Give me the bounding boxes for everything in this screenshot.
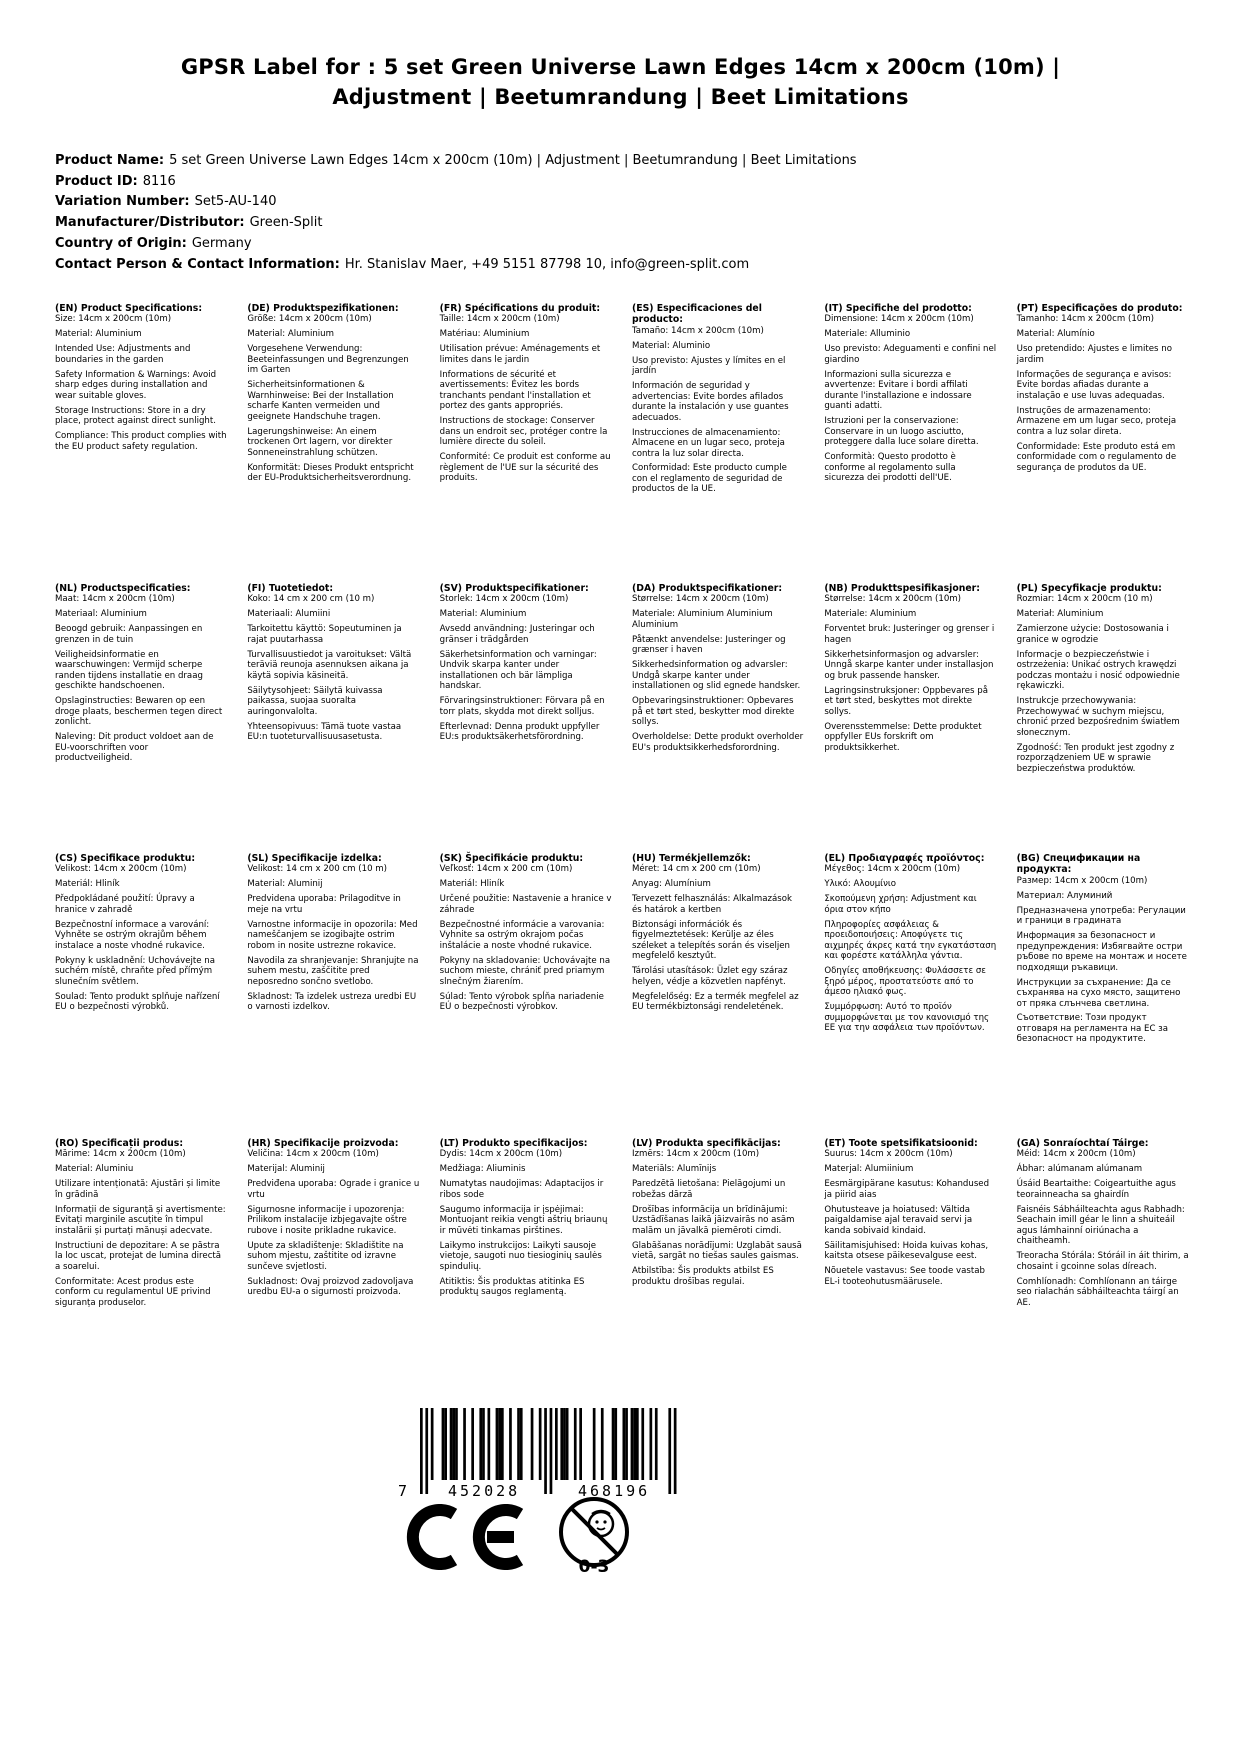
spec-paragraph: Vorgesehene Verwendung: Beeteinfassungen und Begrenzungen im Garten: [247, 344, 409, 376]
spec-paragraph: Instructiuni de depozitare: A se păstra la loc uscat, protejat de lumina directă a soarelui.: [55, 1240, 222, 1272]
spec-paragraph: Určené použitie: Nastavenie a hranice v záhrade: [439, 894, 612, 915]
info-row-product-name: [55, 151, 1241, 172]
spec-paragraph: Utilizare intenționată: Ajustări și limite în grădină: [55, 1179, 221, 1200]
language-section-heading: (FI) Tuotetiedot:: [247, 583, 334, 594]
spec-paragraph: Předpokládané použití: Úpravy a hranice v zahradě: [55, 894, 195, 915]
spec-paragraph: Saugumo informacija ir įspėjimai: Montuojant reikia vengti aštrių briaunų ir mūvėti tinkamas pirštines.: [439, 1204, 608, 1236]
language-section-heading: (LT) Produkto specifikacijos:: [439, 1138, 588, 1149]
spec-paragraph: Pokyny k uskladnění: Uchovávejte na suchém místě, chraňte před přímým slunečním světlem.: [55, 955, 215, 987]
svg-text:0-3: 0-3: [578, 1557, 610, 1577]
spec-paragraph: Turvallisuustiedot ja varoitukset: Vältä teräviä reunoja asennuksen aikana ja käytä sopivia käsineitä.: [247, 649, 412, 681]
spec-paragraph: Megfelelőség: Ez a termék megfelel az EU termékbiztonsági rendeletének.: [631, 991, 799, 1013]
info-value: Hr. Stanislav Maer, +49 5151 87798 10, info@green-split.com: [344, 256, 750, 272]
spec-paragraph: Informações de segurança e avisos: Evite bordas afiadas durante a instalação e use luvas adequadas.: [1016, 369, 1172, 401]
spec-paragraph: Faisnéis Sábháilteachta agus Rabhadh: Seachain imill géar le linn a shuiteáil agus lámhainní oiriúnacha a chaitheamh.: [1016, 1204, 1185, 1247]
spec-paragraph: Maat: 14cm x 200cm (10m): [55, 594, 175, 605]
language-section: [440, 1138, 616, 1313]
spec-paragraph: Sigurnosne informacije i upozorenja: Prilikom instalacije izbjegavajte oštre rubove i nosite prikladne rukavice.: [247, 1204, 407, 1236]
spec-paragraph: Taille: 14cm x 200cm (10m): [439, 314, 560, 325]
spec-paragraph: Izmērs: 14cm x 200cm (10m): [631, 1149, 760, 1160]
spec-paragraph: Bezpečnostní informace a varování: Vyhněte se ostrým okrajům během instalace a noste vhodné rukavice.: [55, 919, 210, 951]
language-section-heading: (LV) Produkta specifikācijas:: [631, 1138, 781, 1149]
barcode-lead-digit: 7: [398, 1482, 408, 1500]
spec-paragraph: Материал: Алуминий: [1016, 890, 1113, 901]
spec-paragraph: Conformidad: Este producto cumple con el reglamento de seguridad de productos de la UE.: [631, 463, 787, 495]
spec-paragraph: Tervezett felhasználás: Alkalmazások és határok a kertben: [631, 894, 792, 915]
spec-paragraph: Ohutusteave ja hoiatused: Vältida paigaldamise ajal teravaid servi ja kanda sobivaid kindaid.: [824, 1204, 973, 1236]
language-section: [824, 583, 1000, 853]
spec-paragraph: Overensstemmelse: Dette produktet oppfyller EUs forskrift om produktsikkerhet.: [824, 721, 982, 753]
spec-paragraph: Predviđena uporaba: Ograde i granice u vrtu: [247, 1179, 420, 1200]
spec-paragraph: Instructions de stockage: Conserver dans un endroit sec, protéger contre la lumière directe du soleil.: [439, 416, 608, 448]
spec-paragraph: Istruzioni per la conservazione: Conservare in un luogo asciutto, proteggere dalla luce solare diretta.: [824, 416, 979, 448]
spec-paragraph: Sicherheitsinformationen & Warnhinweise: Bei der Installation scharfe Kanten vermeiden und geeignete Handschuhe tragen.: [247, 380, 394, 422]
language-section: [55, 583, 231, 853]
language-section: [440, 303, 616, 583]
spec-paragraph: Atitiktis: Šis produktas atitinka ES produktų saugos reglamentą.: [439, 1276, 585, 1298]
language-section-heading: (SK) Špecifikácie produktu:: [439, 853, 584, 864]
info-value: 8116: [142, 173, 176, 189]
spec-paragraph: Veiligheidsinformatie en waarschuwingen: Vermijd scherpe randen tijdens installatie en draag geschikte handschoenen.: [55, 649, 203, 692]
spec-paragraph: Velikost: 14cm x 200cm (10m): [55, 864, 187, 875]
spec-paragraph: Material: Aluminium: [55, 329, 142, 340]
spec-paragraph: Méid: 14cm x 200cm (10m): [1016, 1149, 1136, 1160]
spec-paragraph: Tárolási utasítások: Üzlet egy száraz helyen, védje a közvetlen napfényt.: [631, 966, 788, 987]
language-section: [1017, 303, 1193, 583]
ean-barcode: [396, 1408, 696, 1504]
info-label: Contact Person & Contact Information:: [55, 256, 340, 272]
ce-mark-icon: [402, 1504, 530, 1574]
spec-paragraph: Atbilstība: Šis produkts atbilst ES produktu drošības regulai.: [631, 1266, 774, 1287]
spec-paragraph: Säkerhetsinformation och varningar: Undvik skarpa kanter under installationen och bär lämpliga handskar.: [439, 649, 597, 692]
spec-paragraph: Yhteensopivuus: Tämä tuote vastaa EU:n tuoteturvallisuusasetusta.: [247, 721, 402, 743]
spec-paragraph: Υλικό: Αλουμίνιο: [824, 879, 897, 890]
spec-paragraph: Utilisation prévue: Aménagements et limites dans le jardin: [439, 344, 601, 365]
spec-paragraph: Größe: 14cm x 200cm (10m): [247, 314, 372, 325]
language-section: [632, 583, 808, 853]
spec-paragraph: Instruções de armazenamento: Armazene em um lugar seco, proteja contra a luz solar direta.: [1016, 405, 1177, 437]
info-row-country-of-origin: [55, 234, 1241, 255]
spec-paragraph: Comhlíonadh: Comhlíonann an táirge seo rialachán sábháilteachta táirgí an AE.: [1016, 1276, 1179, 1308]
spec-paragraph: Säilitamisjuhised: Hoida kuivas kohas, kaitsta otsese päikesevalguse eest.: [824, 1240, 989, 1262]
spec-paragraph: Информация за безопасност и предупреждения: Избягвайте остри ръбове по време на монтаж и носете подходящи ръкавици.: [1016, 931, 1187, 973]
language-section-heading: (DE) Produktspezifikationen:: [247, 303, 399, 314]
language-section: [632, 1138, 808, 1313]
language-section-heading: (FR) Spécifications du produit:: [439, 303, 601, 314]
spec-paragraph: Conformité: Ce produit est conforme au règlement de l'UE sur la sécurité des produits.: [439, 452, 611, 484]
spec-paragraph: Beoogd gebruik: Aanpassingen en grenzen in de tuin: [55, 624, 203, 645]
spec-paragraph: Numatytas naudojimas: Adaptacijos ir ribos sode: [439, 1179, 604, 1200]
spec-paragraph: Dimensione: 14cm x 200cm (10m): [824, 314, 974, 325]
spec-paragraph: Lagerungshinweise: An einem trockenen Ort lagern, vor direkter Sonneneinstrahlung schützen.: [247, 426, 393, 458]
spec-paragraph: Koko: 14 cm x 200 cm (10 m): [247, 594, 375, 605]
barcode-right-group: 468196: [578, 1482, 651, 1500]
spec-paragraph: Förvaringsinstruktioner: Förvara på en torr plats, skydda mot direkt solljus.: [439, 696, 605, 717]
language-section: [55, 1138, 231, 1313]
spec-paragraph: Súlad: Tento výrobok spĺňa nariadenie EÚ o bezpečnosti výrobkov.: [439, 991, 604, 1013]
spec-paragraph: Skladnost: Ta izdelek ustreza uredbi EU o varnosti izdelkov.: [247, 991, 417, 1013]
language-section-heading: (ET) Toote spetsifikatsioonid:: [824, 1138, 978, 1149]
spec-paragraph: Intended Use: Adjustments and boundaries in the garden: [55, 344, 191, 365]
language-section-heading: (IT) Specifiche del prodotto:: [824, 303, 972, 314]
spec-paragraph: Dydis: 14cm x 200cm (10m): [439, 1149, 563, 1160]
spec-paragraph: Съответствие: Този продукт отговаря на регламента на ЕС за безопасност на продуктите.: [1016, 1013, 1169, 1045]
spec-paragraph: Overholdelse: Dette produkt overholder EU's produktsikkerhedsforordning.: [631, 732, 804, 753]
spec-paragraph: Lagringsinstruksjoner: Oppbevares på et tørt sted, beskyttes mot direkte sollys.: [824, 685, 988, 717]
language-section-heading: (DA) Produktspecifikationer:: [631, 583, 783, 594]
language-section: [247, 1138, 423, 1313]
spec-paragraph: Velikost: 14 cm x 200 cm (10 m): [247, 864, 388, 875]
spec-paragraph: Conformidade: Este produto está em conformidade com o regulamento de segurança de produtos da UE.: [1016, 441, 1177, 473]
spec-paragraph: Compliance: This product complies with the EU product safety regulation.: [55, 431, 227, 452]
spec-paragraph: Material: Aluminio: [631, 340, 711, 351]
language-section: [247, 583, 423, 853]
spec-paragraph: Storage Instructions: Store in a dry place, protect against direct sunlight.: [55, 405, 216, 427]
language-section: [1017, 1138, 1193, 1313]
spec-paragraph: Naleving: Dit product voldoet aan de EU-voorschriften voor productveiligheid.: [55, 732, 214, 764]
language-section-heading: (BG) Спецификации на продукта:: [1016, 853, 1141, 876]
info-label: Product Name:: [55, 152, 165, 168]
language-section-heading: (CS) Specifikace produktu:: [55, 853, 196, 864]
spec-paragraph: Pokyny na skladovanie: Uchovávajte na suchom mieste, chrániť pred priamym slnečným žiarením.: [439, 955, 611, 987]
spec-paragraph: Conformità: Questo prodotto è conforme al regolamento sulla sicurezza dei prodotti dell'UE.: [824, 452, 956, 484]
spec-paragraph: Materiaali: Alumiini: [247, 609, 331, 620]
spec-paragraph: Avsedd användning: Justeringar och gränser i trädgården: [439, 624, 595, 645]
info-row-manufacturer: [55, 213, 1241, 234]
info-label: Country of Origin:: [55, 236, 187, 252]
spec-paragraph: Material: Aluminium: [439, 609, 527, 620]
info-label: Manufacturer/Distributor:: [55, 215, 245, 231]
spec-paragraph: Materiāls: Alumīnijs: [631, 1164, 717, 1175]
language-section-heading: (SL) Specifikacije izdelka:: [247, 853, 382, 864]
spec-paragraph: Uso previsto: Ajustes y límites en el jardín: [631, 355, 786, 377]
language-section: [247, 853, 423, 1138]
spec-paragraph: Opslaginstructies: Bewaren op een droge plaats, beschermen tegen direct zonlicht.: [55, 696, 223, 728]
language-section: [440, 853, 616, 1138]
spec-paragraph: Veľkosť: 14cm x 200 cm (10m): [439, 864, 573, 875]
language-sections-grid: [55, 303, 1193, 1313]
language-section: [824, 1138, 1000, 1313]
spec-paragraph: Materiał: Aluminium: [1016, 609, 1104, 620]
spec-paragraph: Úsáid Beartaithe: Coigeartuithe agus teorainneacha sa ghairdín: [1016, 1179, 1176, 1200]
spec-paragraph: Предназначена употреба: Регулации и граници в градината: [1016, 905, 1186, 927]
info-value: Germany: [191, 236, 252, 252]
language-section: [632, 303, 808, 583]
spec-paragraph: Material: Aluminij: [247, 879, 323, 890]
spec-paragraph: Mărime: 14cm x 200cm (10m): [55, 1149, 186, 1160]
language-section-heading: (HU) Termékjellemzők:: [631, 853, 751, 864]
spec-paragraph: Materiál: Hliník: [55, 879, 120, 890]
spec-paragraph: Materiale: Aluminium: [824, 609, 917, 620]
spec-paragraph: Biztonsági információk és figyelmeztetések: Kerülje az éles széleket a telepítés során és viseljen megfelelő kesztyűt.: [631, 919, 790, 962]
language-section-heading: (PT) Especificações do produto:: [1016, 303, 1183, 314]
spec-paragraph: Material: Alumínio: [1016, 329, 1095, 340]
spec-paragraph: Πληροφορίες ασφάλειας & προειδοποιήσεις: Αποφύγετε τις αιχμηρές άκρες κατά την εγκατάσταση και φορέστε κατάλληλα γάντια.: [824, 919, 997, 962]
language-section: [824, 303, 1000, 583]
spec-paragraph: Efterlevnad: Denna produkt uppfyller EU:s produktsäkerhetsförordning.: [439, 721, 600, 743]
spec-paragraph: Zgodność: Ten produkt jest zgodny z rozporządzeniem UE w sprawie bezpieczeństwa produktów.: [1016, 742, 1175, 774]
spec-paragraph: Materiál: Hliník: [439, 879, 505, 890]
spec-paragraph: Size: 14cm x 200cm (10m): [55, 314, 172, 325]
spec-paragraph: Material: Aluminium: [247, 329, 334, 340]
spec-paragraph: Eesmärgipärane kasutus: Kohandused ja piirid aias: [824, 1179, 990, 1200]
spec-paragraph: Størrelse: 14cm x 200cm (10m): [631, 594, 769, 605]
spec-paragraph: Ábhar: alúmanam alúmanam: [1016, 1164, 1143, 1175]
spec-paragraph: Materiale: Aluminium Aluminium Aluminium: [631, 609, 773, 630]
spec-paragraph: Informazioni sulla sicurezza e avvertenze: Evitare i bordi affilati durante l'installazione e indossare guanti adatti.: [824, 369, 972, 412]
spec-paragraph: Påtænkt anvendelse: Justeringer og grænser i haven: [631, 634, 786, 656]
spec-paragraph: Размер: 14cm x 200cm (10m): [1016, 875, 1148, 886]
language-section: [55, 303, 231, 583]
spec-paragraph: Upute za skladištenje: Skladištite na suhom mjestu, zaštitite od izravne sunčeve svjetlosti.: [247, 1240, 404, 1272]
spec-paragraph: Инструкции за съхранение: Да се съхранява на сухо място, защитено от пряка слънчева светлина.: [1016, 977, 1181, 1009]
spec-paragraph: Μέγεθος: 14cm x 200cm (10m): [824, 864, 961, 875]
spec-paragraph: Tamanho: 14cm x 200cm (10m): [1016, 314, 1154, 325]
language-section-heading: (PL) Specyfikacje produktu:: [1016, 583, 1162, 594]
product-info-block: [55, 151, 1241, 276]
spec-paragraph: Säilytysohjeet: Säilytä kuivassa paikassa, suojaa suoralta auringonvalolta.: [247, 685, 383, 717]
spec-paragraph: Σκοπούμενη χρήση: Adjustment και όρια στον κήπο: [824, 894, 977, 915]
spec-paragraph: Nõuetele vastavus: See toode vastab EL-i tooteohutusmäärusele.: [824, 1266, 985, 1287]
info-value: 5 set Green Universe Lawn Edges 14cm x 200cm (10m) | Adjustment | Beetumrandung | Beet Limitations: [169, 152, 857, 168]
info-value: Set5-AU-140: [194, 194, 277, 210]
spec-paragraph: Tamaño: 14cm x 200cm (10m): [631, 325, 764, 336]
spec-paragraph: Materjal: Alumiinium: [824, 1164, 914, 1175]
spec-paragraph: Instrucciones de almacenamiento: Almacene en un lugar seco, proteja contra la luz solar directa.: [631, 427, 785, 459]
spec-paragraph: Instrukcje przechowywania: Przechowywać w suchym miejscu, chronić przed bezpośrednim światłem słonecznym.: [1016, 696, 1180, 738]
spec-paragraph: Material: Aluminiu: [55, 1164, 134, 1175]
spec-paragraph: Zamierzone użycie: Dostosowania i granice w ogrodzie: [1016, 624, 1169, 645]
language-section: [1017, 583, 1193, 853]
info-row-contact: [55, 255, 1241, 276]
spec-paragraph: Rozmiar: 14cm x 200cm (10 m): [1016, 594, 1153, 605]
language-section-heading: (GA) Sonraíochtaí Táirge:: [1016, 1138, 1149, 1149]
info-label: Product ID:: [55, 173, 138, 189]
page-title: GPSR Label for : 5 set Green Universe Lawn Edges 14cm x 200cm (10m) | Adjustment | Beetumrandung | Beet Limitations: [180, 55, 1061, 110]
info-label: Variation Number:: [55, 194, 190, 210]
language-section-heading: (EL) Προδιαγραφές προϊόντος:: [824, 853, 985, 864]
spec-paragraph: Sikkerhedsinformation og advarsler: Undgå skarpe kanter under installationen og slid egnede handsker.: [631, 660, 801, 692]
language-section-heading: (NB) Produkttspesifikasjoner:: [824, 583, 980, 594]
spec-paragraph: Uso pretendido: Ajustes e limites no jardim: [1016, 344, 1172, 365]
language-section: [247, 303, 423, 583]
spec-paragraph: Matériau: Aluminium: [439, 329, 530, 340]
spec-paragraph: Predvidena uporaba: Prilagoditve in meje na vrtu: [247, 894, 401, 915]
info-value: Green-Split: [249, 215, 323, 231]
spec-paragraph: Materiale: Alluminio: [824, 329, 911, 340]
spec-paragraph: Soulad: Tento produkt splňuje nařízení EU o bezpečnosti výrobků.: [55, 991, 220, 1013]
spec-paragraph: Méret: 14 cm x 200 cm (10m): [631, 864, 761, 875]
spec-paragraph: Anyag: Alumínium: [631, 879, 711, 890]
language-section: [1017, 853, 1193, 1138]
language-section: [440, 583, 616, 853]
spec-paragraph: Drošības informācija un brīdinājumi: Uzstādīšanas laikā jāizvairās no asām malām un jāvalkā piemēroti cimdi.: [631, 1204, 795, 1236]
spec-paragraph: Størrelse: 14cm x 200cm (10m): [824, 594, 962, 605]
spec-paragraph: Informații de siguranță și avertismente: Evitați marginile ascuțite în timpul instalării și purtați mănuși adecvate.: [55, 1204, 226, 1236]
spec-paragraph: Bezpečnostné informácie a varovania: Vyhnite sa ostrým okrajom počas inštalácie a noste vhodné rukavice.: [439, 919, 605, 951]
spec-paragraph: Información de seguridad y advertencias: Evite bordes afilados durante la instalación y use guantes adecuados.: [631, 381, 789, 423]
spec-paragraph: Treoracha Stórála: Stóráil in áit thirim, a chosaint i gcoinne solas díreach.: [1016, 1251, 1189, 1272]
age-warning-0-3-icon: [556, 1494, 632, 1598]
language-section: [55, 853, 231, 1138]
language-section-heading: (RO) Specificații produs:: [55, 1138, 184, 1149]
spec-paragraph: Informacje o bezpieczeństwie i ostrzeżenia: Unikać ostrych krawędzi podczas montażu i nosić odpowiednie rękawiczki.: [1016, 649, 1180, 692]
spec-paragraph: Medžiaga: Aliuminis: [439, 1164, 526, 1175]
spec-paragraph: Tarkoitettu käyttö: Sopeutuminen ja rajat puutarhassa: [247, 624, 402, 645]
spec-paragraph: Sukladnost: Ovaj proizvod zadovoljava uredbu EU-a o sigurnosti proizvoda.: [247, 1276, 414, 1298]
spec-paragraph: Οδηγίες αποθήκευσης: Φυλάσσετε σε ξηρό μέρος, προστατεύστε από το άμεσο ηλιακό φως.: [824, 966, 986, 998]
spec-paragraph: Safety Information & Warnings: Avoid sharp edges during installation and wear suitable gloves.: [55, 369, 217, 401]
spec-paragraph: Varnostne informacije in opozorila: Med nameščanjem se izogibajte ostrim robom in nosite ustrezne rokavice.: [247, 919, 418, 951]
spec-paragraph: Uso previsto: Adeguamenti e confini nel giardino: [824, 344, 997, 365]
spec-paragraph: Glabāšanas norādījumi: Uzglabāt sausā vietā, sargāt no tiešas saules gaismas.: [631, 1240, 802, 1262]
spec-paragraph: Materijal: Aluminij: [247, 1164, 325, 1175]
language-section: [632, 853, 808, 1138]
spec-paragraph: Navodila za shranjevanje: Shranjujte na suhem mestu, zaščitite pred neposredno sončno svetlobo.: [247, 955, 419, 987]
language-section-heading: (ES) Especificaciones del producto:: [631, 303, 762, 326]
info-row-variation-number: [55, 192, 1241, 213]
spec-paragraph: Συμμόρφωση: Αυτό το προϊόν συμμορφώνεται με τον κανονισμό της ΕΕ για την ασφάλεια των προϊόντων.: [824, 1002, 990, 1034]
language-section-heading: (EN) Product Specifications:: [55, 303, 203, 314]
language-section-heading: (SV) Produktspecifikationer:: [439, 583, 589, 594]
language-section: [824, 853, 1000, 1138]
spec-paragraph: Veličina: 14cm x 200cm (10m): [247, 1149, 379, 1160]
spec-paragraph: Opbevaringsinstruktioner: Opbevares på et tørt sted, beskytter mod direkte sollys.: [631, 696, 795, 728]
spec-paragraph: Laikymo instrukcijos: Laikyti sausoje vietoje, saugoti nuo tiesioginių saulės spindulių.: [439, 1240, 602, 1272]
spec-paragraph: Storlek: 14cm x 200cm (10m): [439, 594, 569, 605]
spec-paragraph: Materiaal: Aluminium: [55, 609, 147, 620]
barcode-left-group: 452028: [448, 1482, 521, 1500]
info-row-product-id: [55, 172, 1241, 193]
spec-paragraph: Konformität: Dieses Produkt entspricht der EU-Produktsicherheitsverordnung.: [247, 462, 414, 484]
spec-paragraph: Conformitate: Acest produs este conform cu regulamentul UE privind siguranța produselor.: [55, 1276, 211, 1308]
spec-paragraph: Sikkerhetsinformasjon og advarsler: Unngå skarpe kanter under installasjon og bruk passende hansker.: [824, 649, 994, 681]
spec-paragraph: Paredzētā lietošana: Pielāgojumi un robežas dārzā: [631, 1179, 786, 1200]
spec-paragraph: Informations de sécurité et avertissements: Évitez les bords tranchants pendant l'installation et portez des gants appropriés.: [439, 369, 591, 412]
language-section-heading: (NL) Productspecificaties:: [55, 583, 191, 594]
language-section-heading: (HR) Specifikacije proizvoda:: [247, 1138, 399, 1149]
spec-paragraph: Forventet bruk: Justeringer og grenser i hagen: [824, 624, 995, 645]
spec-paragraph: Suurus: 14cm x 200cm (10m): [824, 1149, 953, 1160]
